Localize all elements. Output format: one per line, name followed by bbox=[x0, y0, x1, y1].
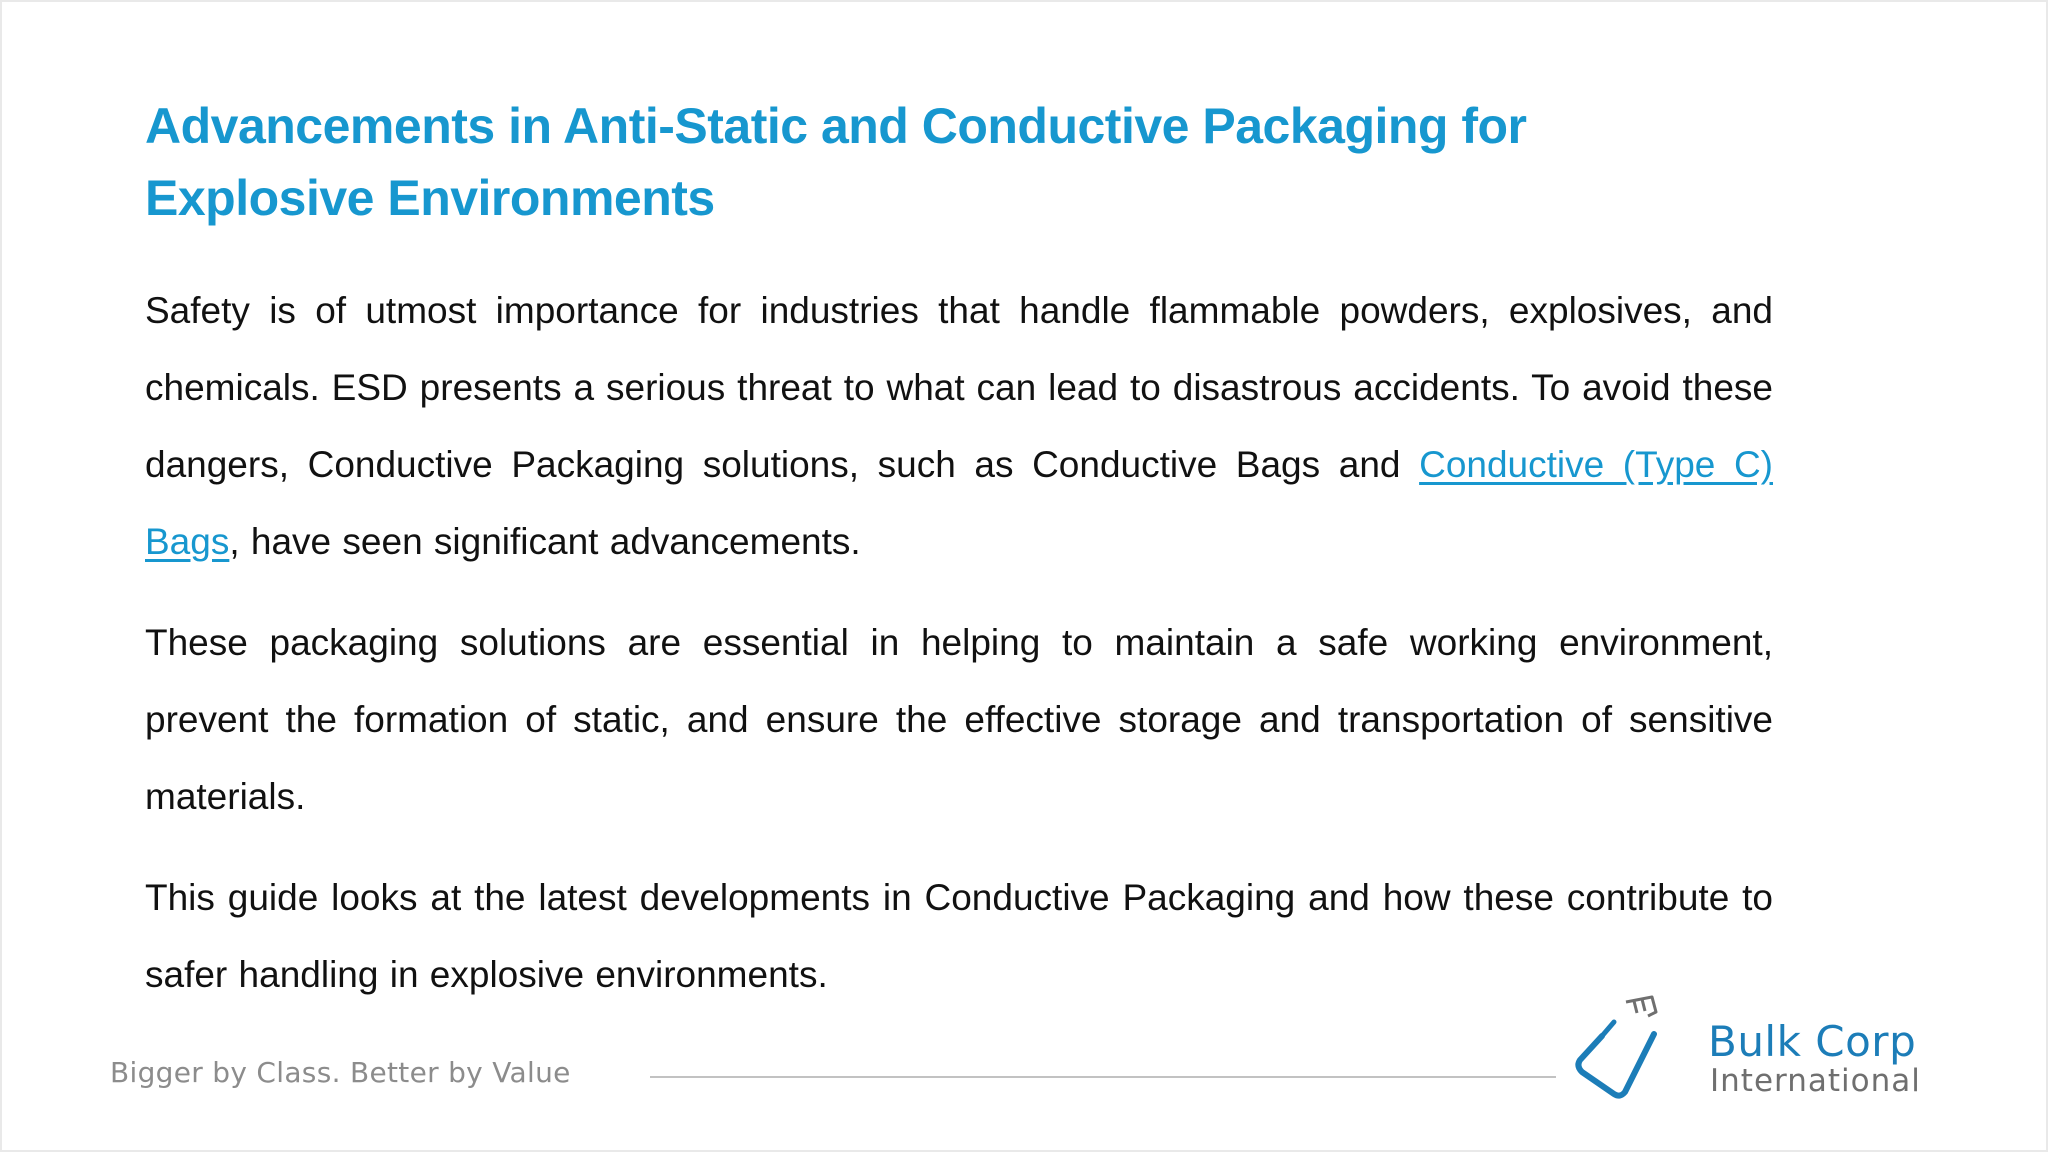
bag-logo-icon bbox=[1574, 994, 1694, 1104]
company-logo bbox=[1574, 994, 1974, 1104]
slide-title: Advancements in Anti-Static and Conductive Packaging for Explosive Environments bbox=[145, 98, 1527, 226]
footer-divider bbox=[650, 1076, 1556, 1078]
logo-subtitle: International bbox=[1710, 1063, 1921, 1099]
paragraph-intro-text: Safety is of utmost importance for industries that handle flammable powders, explosives, and chemicals. ESD presents a serious threat to what can lead to disastrous accidents. To avoid these dangers, Conductive Packaging solutions, such as Conductive Bags and bbox=[145, 290, 1773, 485]
slide-body bbox=[145, 272, 1773, 1037]
paragraph-intro-tail: , have seen significant advancements. bbox=[229, 521, 861, 562]
logo-name: Bulk Corp bbox=[1708, 1017, 1917, 1066]
paragraph-guide: This guide looks at the latest developments in Conductive Packaging and how these contribute to safer handling in explosive environments. bbox=[145, 877, 1773, 995]
paragraph-intro bbox=[145, 272, 1773, 580]
footer-tagline: Bigger by Class. Better by Value bbox=[110, 1056, 571, 1089]
conductive-type-c-bags-link[interactable]: Conductive (Type C) Bags bbox=[145, 444, 1773, 562]
paragraph-benefits: These packaging solutions are essential in helping to maintain a safe working environment, prevent the formation of static, and ensure the effective storage and transportation of sensitive materials. bbox=[145, 622, 1773, 817]
